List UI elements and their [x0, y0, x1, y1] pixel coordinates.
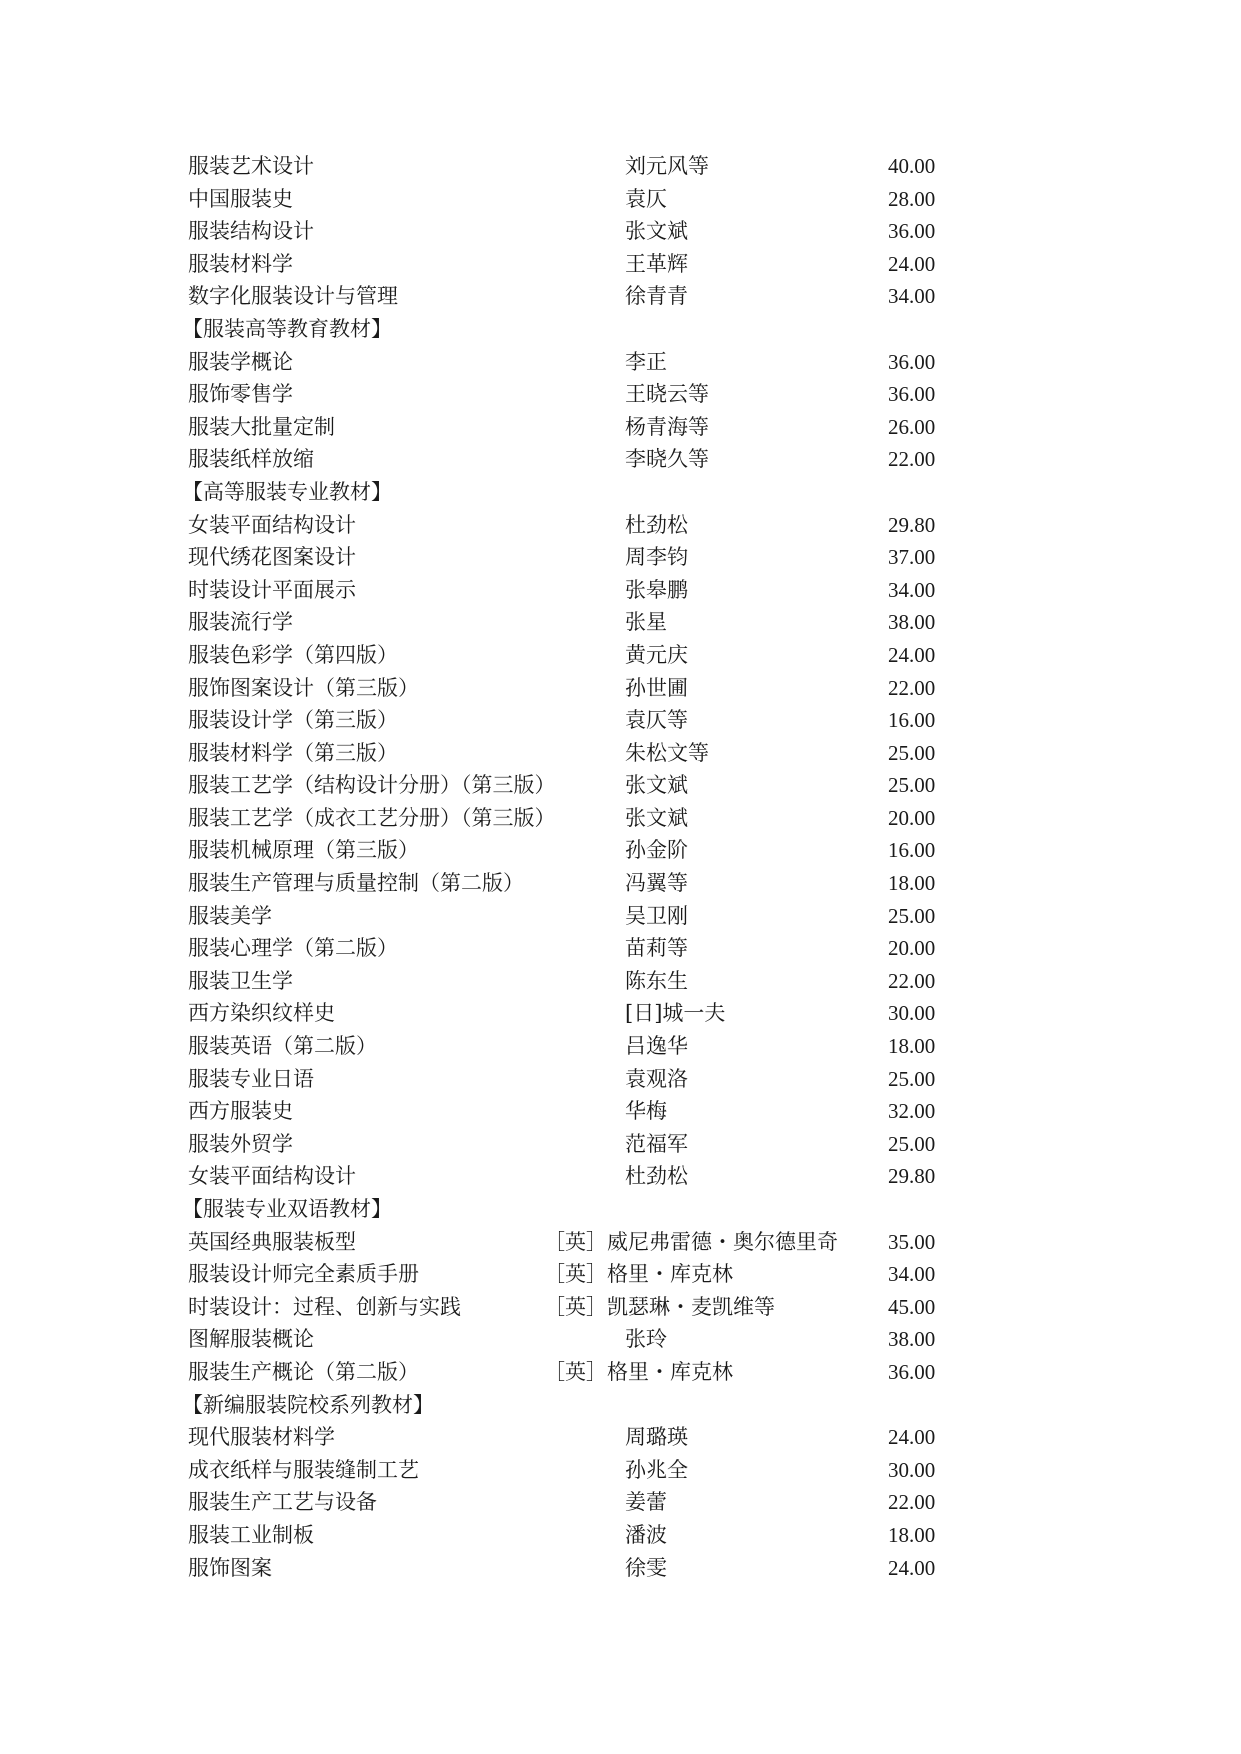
book-title: 服装艺术设计 — [188, 154, 314, 178]
catalog-row — [188, 639, 1088, 672]
catalog-row — [188, 411, 1088, 444]
catalog-row — [188, 802, 1088, 835]
book-author: 黄元庆 — [625, 642, 688, 667]
book-price: 38.00 — [888, 610, 936, 635]
catalog-row — [188, 1226, 1088, 1259]
catalog-row — [188, 1095, 1088, 1128]
book-price: 24.00 — [888, 1425, 936, 1450]
catalog-row — [188, 1356, 1088, 1389]
book-price: 36.00 — [888, 382, 936, 407]
book-price: 30.00 — [888, 1457, 936, 1482]
book-author: [日]城一夫 — [625, 1001, 726, 1026]
book-author: 朱松文等 — [625, 740, 709, 765]
book-price: 36.00 — [888, 1359, 936, 1384]
book-title: 服装纸样放缩 — [188, 447, 314, 472]
book-author: 孙兆全 — [625, 1457, 688, 1482]
book-author: ［英］凯瑟琳・麦凯维等 — [544, 1294, 775, 1319]
book-author: 张文斌 — [625, 805, 688, 830]
book-title: 西方服装史 — [188, 1099, 293, 1124]
book-price: 36.00 — [888, 219, 936, 244]
section-heading-title: 【服装专业双语教材】 — [182, 1197, 392, 1221]
book-price: 18.00 — [888, 1034, 936, 1059]
catalog-row — [188, 215, 1088, 248]
catalog-row — [188, 378, 1088, 411]
book-title: 服装生产概论（第二版） — [188, 1359, 419, 1384]
book-author: 张星 — [625, 610, 667, 635]
book-title: 服装大批量定制 — [188, 414, 335, 439]
book-price: 25.00 — [888, 1066, 936, 1091]
book-title: 时装设计平面展示 — [188, 577, 356, 602]
catalog-row — [188, 280, 1088, 313]
catalog-row — [188, 346, 1088, 379]
catalog-row — [188, 834, 1088, 867]
book-price: 38.00 — [888, 1327, 936, 1352]
book-price: 18.00 — [888, 871, 936, 896]
book-author: 杜劲松 — [625, 1164, 688, 1189]
book-author: 陈东生 — [625, 968, 688, 993]
book-author: 袁观洛 — [625, 1066, 688, 1091]
book-author: 张文斌 — [625, 219, 688, 244]
book-author: 李正 — [625, 349, 667, 374]
book-author: 周璐瑛 — [625, 1425, 688, 1450]
section-heading — [182, 1193, 1088, 1226]
book-author: 孙金阶 — [625, 838, 688, 863]
catalog-row — [188, 574, 1088, 607]
catalog-row — [188, 932, 1088, 965]
catalog-row — [188, 900, 1088, 933]
catalog-row — [188, 737, 1088, 770]
book-title: 服装设计师完全素质手册 — [188, 1262, 419, 1287]
book-author: 袁仄 — [625, 186, 667, 211]
book-title: 服装卫生学 — [188, 968, 293, 993]
book-title: 服装色彩学（第四版） — [188, 642, 398, 667]
catalog-row — [188, 965, 1088, 998]
book-author: 吴卫刚 — [625, 903, 688, 928]
book-author: ［英］威尼弗雷德・奥尔德里奇 — [544, 1229, 838, 1254]
book-title: 服饰图案 — [188, 1555, 272, 1580]
catalog-row — [188, 1030, 1088, 1063]
book-author: ［英］格里・库克林 — [544, 1359, 733, 1384]
book-author: 李晓久等 — [625, 447, 709, 472]
book-title: 图解服装概论 — [188, 1327, 314, 1352]
catalog-row — [188, 704, 1088, 737]
catalog-row — [188, 183, 1088, 216]
book-title: 英国经典服装板型 — [188, 1229, 356, 1254]
book-price: 22.00 — [888, 968, 936, 993]
book-price: 24.00 — [888, 1555, 936, 1580]
book-title: 女装平面结构设计 — [188, 1164, 356, 1189]
catalog-row — [188, 509, 1088, 542]
section-heading-title: 【服装高等教育教材】 — [182, 316, 392, 341]
book-title: 服装材料学（第三版） — [188, 740, 398, 765]
book-title: 女装平面结构设计 — [188, 512, 356, 537]
book-price: 22.00 — [888, 675, 936, 700]
catalog-row — [188, 150, 1088, 183]
book-title: 服装工艺学（成衣工艺分册）（第三版） — [188, 805, 556, 830]
catalog-row — [188, 1323, 1088, 1356]
book-price: 25.00 — [888, 1131, 936, 1156]
book-author: 杜劲松 — [625, 512, 688, 537]
book-author: 吕逸华 — [625, 1034, 688, 1059]
catalog-row — [188, 769, 1088, 802]
book-price: 20.00 — [888, 936, 936, 961]
catalog-row — [188, 248, 1088, 281]
book-price: 29.80 — [888, 1164, 936, 1189]
catalog-row — [188, 1552, 1088, 1585]
book-title: 时装设计：过程、创新与实践 — [188, 1294, 461, 1319]
book-price: 16.00 — [888, 838, 936, 863]
section-heading-title: 【高等服装专业教材】 — [182, 479, 392, 504]
book-price: 35.00 — [888, 1229, 936, 1254]
book-price: 26.00 — [888, 414, 936, 439]
book-price: 25.00 — [888, 773, 936, 798]
book-author: ［英］格里・库克林 — [544, 1262, 733, 1287]
book-price: 34.00 — [888, 284, 936, 309]
book-author: 周李钧 — [625, 545, 688, 570]
book-author: 徐青青 — [625, 284, 688, 309]
book-title: 服装设计学（第三版） — [188, 708, 398, 733]
book-author: 王晓云等 — [625, 382, 709, 407]
book-title: 服装工业制板 — [188, 1522, 314, 1547]
book-author: 张皋鹏 — [625, 577, 688, 602]
catalog-row — [188, 1291, 1088, 1324]
book-title: 服饰图案设计（第三版） — [188, 675, 419, 700]
book-price: 25.00 — [888, 740, 936, 765]
book-title: 服装英语（第二版） — [188, 1034, 377, 1059]
catalog-row — [188, 1160, 1088, 1193]
book-price: 24.00 — [888, 251, 936, 276]
book-title: 数字化服装设计与管理 — [188, 284, 398, 309]
book-author: 潘波 — [625, 1522, 667, 1547]
book-title: 服装美学 — [188, 903, 272, 928]
catalog-row — [188, 1454, 1088, 1487]
catalog-row — [188, 606, 1088, 639]
book-author: 苗莉等 — [625, 936, 688, 961]
book-catalog-list — [182, 150, 1088, 1584]
book-title: 服装学概论 — [188, 349, 293, 374]
book-author: 刘元风等 — [625, 154, 709, 178]
book-author: 姜蕾 — [625, 1490, 667, 1515]
book-price: 29.80 — [888, 512, 936, 537]
book-price: 45.00 — [888, 1294, 936, 1319]
book-author: 杨青海等 — [625, 414, 709, 439]
catalog-row — [188, 1486, 1088, 1519]
book-author: 张玲 — [625, 1327, 667, 1352]
book-title: 服饰零售学 — [188, 382, 293, 407]
catalog-row — [188, 1063, 1088, 1096]
book-price: 36.00 — [888, 349, 936, 374]
book-price: 20.00 — [888, 805, 936, 830]
book-title: 服装心理学（第二版） — [188, 936, 398, 961]
book-price: 24.00 — [888, 642, 936, 667]
book-price: 32.00 — [888, 1099, 936, 1124]
book-title: 现代绣花图案设计 — [188, 545, 356, 570]
book-price: 22.00 — [888, 1490, 936, 1515]
catalog-row — [188, 672, 1088, 705]
book-title: 服装外贸学 — [188, 1131, 293, 1156]
catalog-row — [188, 1258, 1088, 1291]
book-title: 现代服装材料学 — [188, 1425, 335, 1450]
book-title: 中国服装史 — [188, 186, 293, 211]
book-price: 25.00 — [888, 903, 936, 928]
book-author: 范福军 — [625, 1131, 688, 1156]
catalog-row — [188, 1421, 1088, 1454]
section-heading-title: 【新编服装院校系列教材】 — [182, 1392, 434, 1417]
book-title: 服装专业日语 — [188, 1066, 314, 1091]
book-title: 成衣纸样与服装缝制工艺 — [188, 1457, 419, 1482]
book-price: 22.00 — [888, 447, 936, 472]
book-price: 34.00 — [888, 1262, 936, 1287]
book-price: 30.00 — [888, 1001, 936, 1026]
book-author: 孙世圃 — [625, 675, 688, 700]
catalog-row — [188, 541, 1088, 574]
catalog-row — [188, 997, 1088, 1030]
book-title: 服装生产工艺与设备 — [188, 1490, 377, 1515]
book-author: 徐雯 — [625, 1555, 667, 1580]
book-price: 37.00 — [888, 545, 936, 570]
book-price: 16.00 — [888, 708, 936, 733]
book-title: 服装结构设计 — [188, 219, 314, 244]
book-title: 服装工艺学（结构设计分册）（第三版） — [188, 773, 556, 798]
book-author: 华梅 — [625, 1099, 667, 1124]
catalog-row — [188, 1519, 1088, 1552]
book-price: 40.00 — [888, 154, 936, 178]
book-price: 18.00 — [888, 1522, 936, 1547]
section-heading — [182, 1389, 1088, 1422]
section-heading — [182, 476, 1088, 509]
catalog-row — [188, 443, 1088, 476]
book-author: 王革辉 — [625, 251, 688, 276]
book-price: 28.00 — [888, 186, 936, 211]
book-author: 冯翼等 — [625, 871, 688, 896]
book-title: 服装机械原理（第三版） — [188, 838, 419, 863]
section-heading — [182, 313, 1088, 346]
book-title: 服装生产管理与质量控制（第二版） — [188, 871, 524, 896]
book-author: 袁仄等 — [625, 708, 688, 733]
book-title: 服装材料学 — [188, 251, 293, 276]
book-title: 西方染织纹样史 — [188, 1001, 335, 1026]
book-price: 34.00 — [888, 577, 936, 602]
book-author: 张文斌 — [625, 773, 688, 798]
catalog-row — [188, 867, 1088, 900]
catalog-row — [188, 1128, 1088, 1161]
book-title: 服装流行学 — [188, 610, 293, 635]
